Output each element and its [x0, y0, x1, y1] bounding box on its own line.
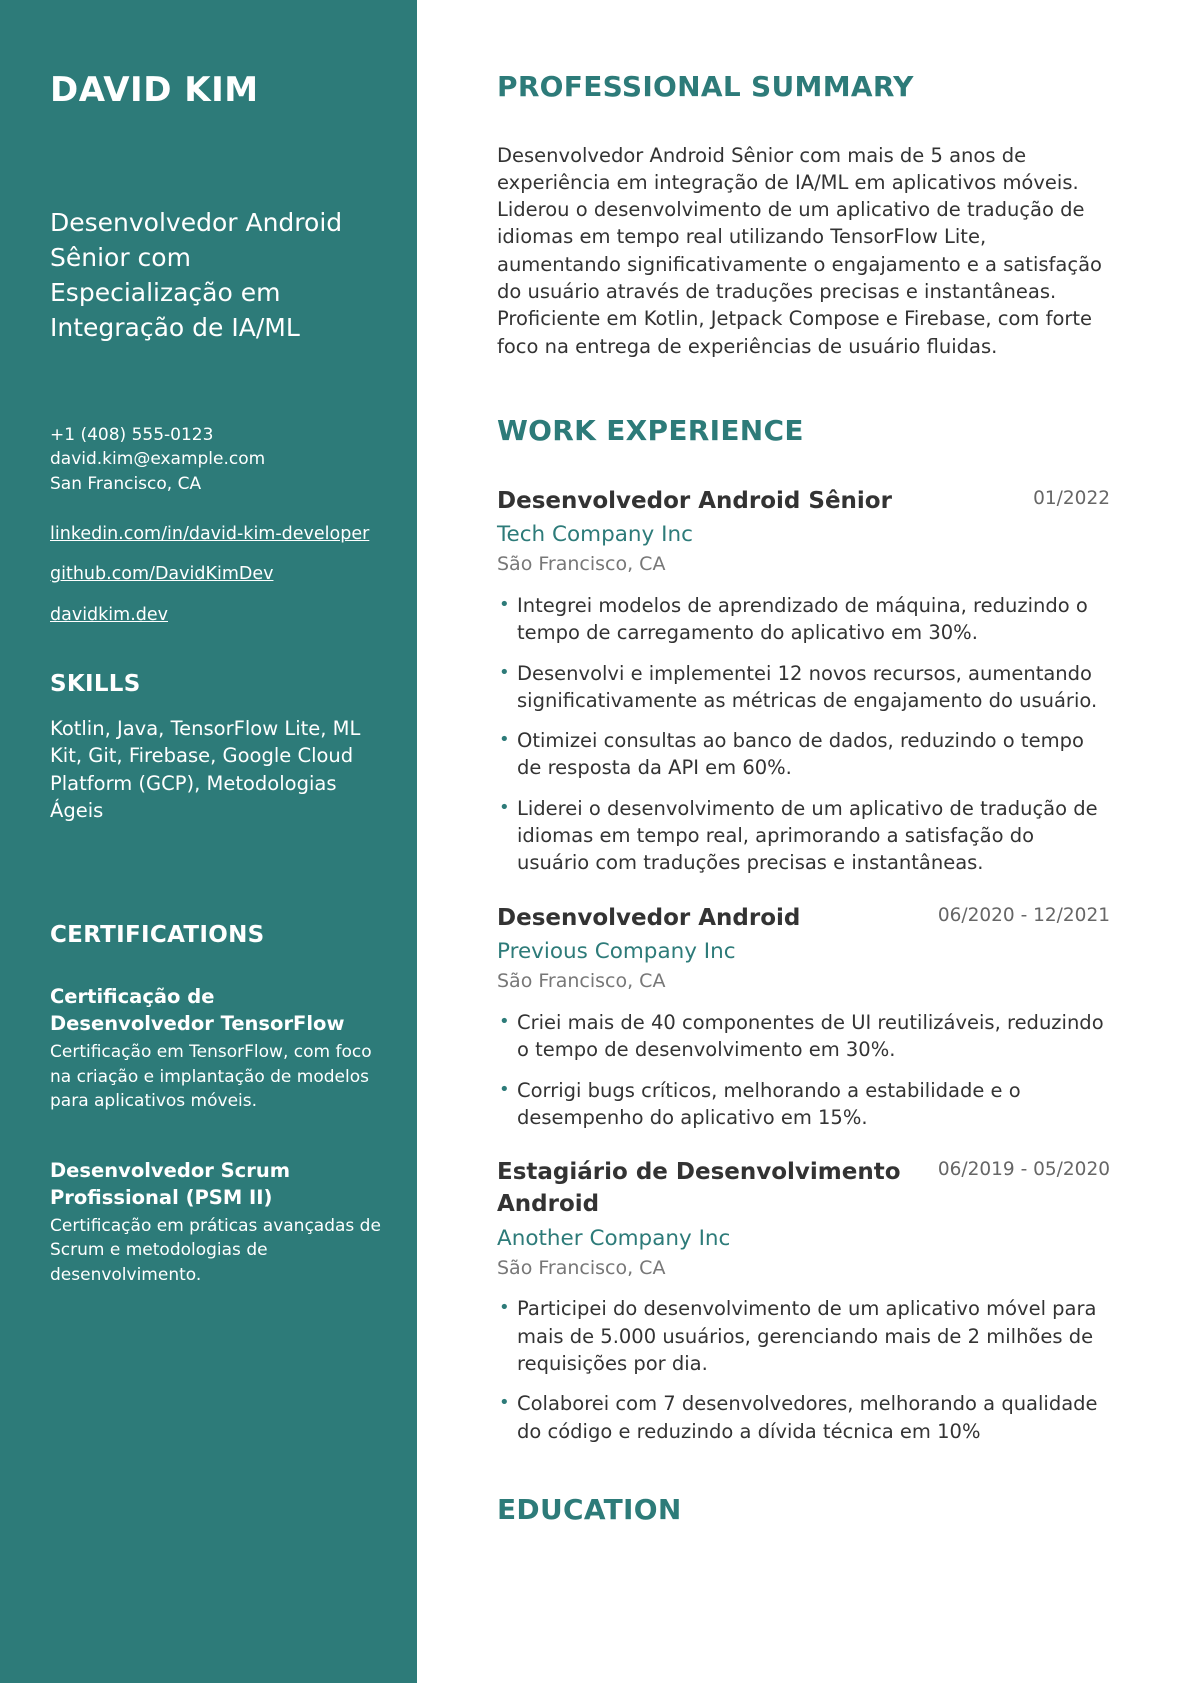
- job-role: Desenvolvedor Android Sênior: [497, 487, 892, 514]
- sidebar: [0, 0, 417, 1683]
- job-achievements: [497, 592, 1110, 877]
- job-date: 01/2022: [1033, 487, 1110, 509]
- job-date: 06/2020 - 12/2021: [937, 904, 1110, 926]
- job-location: São Francisco, CA: [497, 553, 666, 576]
- work-experience-heading: WORK EXPERIENCE: [497, 413, 804, 447]
- bullet-icon: •: [499, 729, 510, 751]
- bullet-icon: •: [499, 1078, 510, 1100]
- contact-info: [50, 423, 381, 497]
- github-link[interactable]: github.com/DavidKimDev: [50, 564, 274, 585]
- summary-heading: PROFESSIONAL SUMMARY: [497, 70, 914, 103]
- linkedin-link[interactable]: linkedin.com/in/david-kim-developer: [50, 523, 370, 544]
- bullet-icon: •: [499, 661, 510, 683]
- job-company: Another Company Inc: [497, 1225, 731, 1251]
- main-content: [417, 0, 1190, 1683]
- achievement-item: • Participei do desenvolvimento de um aplicativo móvel para mais de 5.000 usuários, gerenciando mais de 2 milhões de requisições por dia.: [499, 1297, 1097, 1376]
- job-location: São Francisco, CA: [497, 970, 666, 993]
- certification-title: Desenvolvedor Scrum Profissional (PSM II): [50, 1158, 291, 1209]
- job-entry: [497, 486, 1110, 877]
- achievement-item: • Corrigi bugs críticos, melhorando a estabilidade e o desempenho do aplicativo em 15%.: [499, 1078, 1021, 1129]
- profile-links: [50, 523, 381, 627]
- job-company: Previous Company Inc: [497, 939, 736, 965]
- contact-phone: +1 (408) 555-0123: [50, 424, 214, 445]
- certification-item: [50, 984, 381, 1114]
- bullet-icon: •: [499, 1011, 510, 1033]
- job-entry: [497, 1157, 1110, 1445]
- certification-title: Certificação de Desenvolvedor TensorFlow: [50, 985, 345, 1036]
- bullet-icon: •: [499, 1392, 510, 1414]
- bullet-icon: •: [499, 593, 510, 615]
- job-role: Desenvolvedor Android: [497, 904, 801, 931]
- education-heading: EDUCATION: [497, 1492, 682, 1526]
- certifications-heading: CERTIFICATIONS: [50, 922, 265, 949]
- job-entry: [497, 903, 1110, 1132]
- job-company: Tech Company Inc: [497, 522, 693, 548]
- summary-text: Desenvolvedor Android Sênior com mais de 5 anos de experiência em integração de IA/ML em aplicativos móveis. Liderou o desenvolvimento de um aplicativo de tradução de idiomas em tempo real utilizando TensorFlow Lite, aumentando significativamente o engajamento e a satisfação do usuário através de traduções precisas e instantâneas. Proficiente em Kotlin, Jetpack Compose e Firebase, com forte foco na entrega de experiências de usuário fluidas.: [497, 143, 1102, 358]
- bullet-icon: •: [499, 1297, 510, 1319]
- website-link[interactable]: davidkim.dev: [50, 605, 168, 626]
- achievement-item: • Otimizei consultas ao banco de dados, reduzindo o tempo de resposta da API em 60%.: [499, 729, 1084, 780]
- job-role: Estagiário de Desenvolvimento Android: [497, 1159, 901, 1217]
- achievement-item: • Desenvolvi e implementei 12 novos recursos, aumentando significativamente as métricas de engajamento do usuário.: [499, 661, 1098, 712]
- skills-heading: SKILLS: [50, 670, 141, 697]
- bullet-icon: •: [499, 796, 510, 818]
- contact-location: San Francisco, CA: [50, 474, 202, 495]
- candidate-name: DAVID KIM: [50, 70, 259, 110]
- job-achievements: [497, 1009, 1110, 1131]
- job-list: [497, 486, 1110, 1445]
- candidate-headline: Desenvolvedor Android Sênior com Especialização em Integração de IA/ML: [50, 207, 343, 342]
- job-location: São Francisco, CA: [497, 1256, 666, 1279]
- certification-description: Certificação em práticas avançadas de Scrum e metodologias de desenvolvimento.: [50, 1215, 381, 1285]
- contact-email: david.kim@example.com: [50, 449, 266, 470]
- skills-list: Kotlin, Java, TensorFlow Lite, ML Kit, Git, Firebase, Google Cloud Platform (GCP), Metodologias Ágeis: [50, 716, 361, 822]
- job-achievements: [497, 1295, 1110, 1444]
- achievement-item: • Integrei modelos de aprendizado de máquina, reduzindo o tempo de carregamento do aplicativo em 30%.: [499, 593, 1088, 645]
- achievement-item: • Colaborei com 7 desenvolvedores, melhorando a qualidade do código e reduzindo a dívida técnica em 10%: [499, 1392, 1098, 1443]
- certification-description: Certificação em TensorFlow, com foco na criação e implantação de modelos para aplicativos móveis.: [50, 1041, 372, 1112]
- job-date: 06/2019 - 05/2020: [937, 1159, 1110, 1181]
- achievement-item: • Criei mais de 40 componentes de UI reutilizáveis, reduzindo o tempo de desenvolvimento em 30%.: [499, 1011, 1104, 1062]
- certification-item: [50, 1158, 381, 1288]
- achievement-item: • Liderei o desenvolvimento de um aplicativo de tradução de idiomas em tempo real, aprimorando a satisfação do usuário com traduções precisas e instantâneas.: [499, 796, 1098, 875]
